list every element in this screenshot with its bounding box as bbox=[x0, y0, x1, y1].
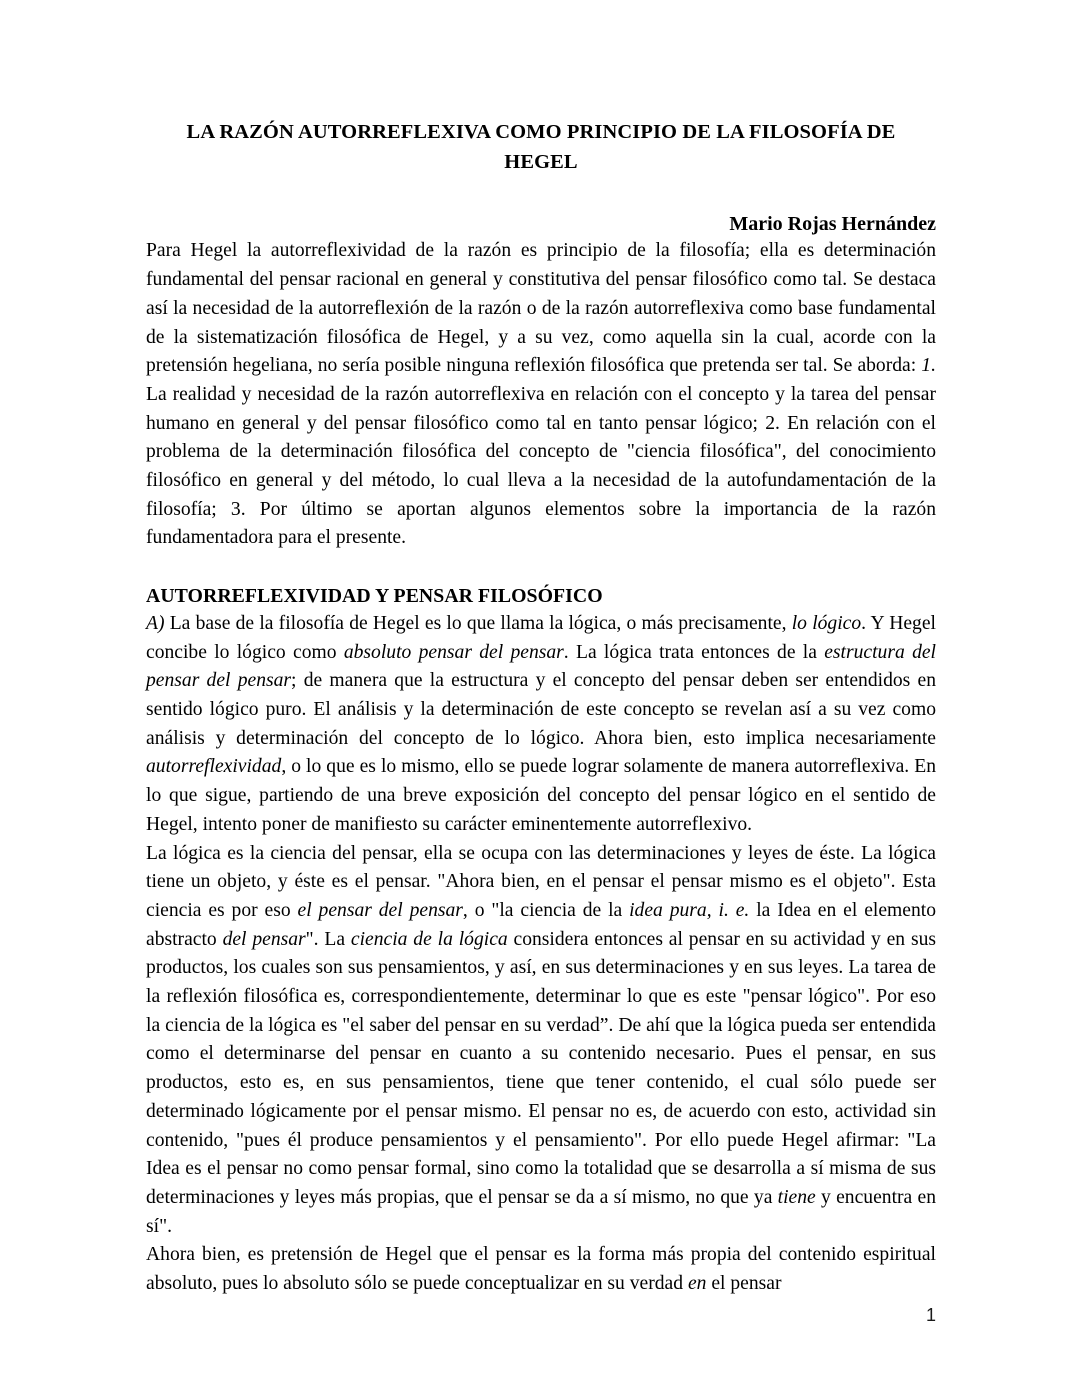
paragraph-b-s2: , o "la ciencia de la bbox=[462, 899, 630, 921]
paragraph-b-i3: del pensar bbox=[222, 928, 306, 950]
paragraph-a-s1: La base de la filosofía de Hegel es lo que llama la lógica, o más precisamente, bbox=[164, 612, 792, 634]
document-content bbox=[146, 118, 936, 1299]
paragraph-a-i4: autorreflexividad bbox=[146, 756, 282, 778]
paragraph-b-i1: el pensar del pensar bbox=[297, 899, 463, 921]
abstract-text-part1: Para Hegel la autorreflexividad de la razón es principio de la filosofía; ella es determinación fundamental del pensar racional en general y constitutiva del pensar filosófico como tal. Se destaca así la necesidad de la autorreflexión de la razón o de la razón autorreflexiva como base fundamental de la sistematización filosófica de Hegel, y a su vez, como aquella sin la cual, acorde con la pretensión hegeliana, no sería posible ninguna reflexión filosófica que pretenda ser tal. Se aborda: bbox=[146, 240, 936, 377]
paragraph-a-s3: . La lógica trata entonces de la bbox=[563, 641, 825, 663]
paragraph-c bbox=[146, 1241, 936, 1298]
paragraph-a-i1: lo lógico bbox=[791, 612, 862, 634]
abstract-paragraph bbox=[146, 237, 936, 553]
paragraph-b-i4: ciencia de la lógica bbox=[350, 928, 508, 950]
paragraph-b-i5: tiene bbox=[777, 1186, 816, 1208]
abstract-item-marker-1: 1. bbox=[921, 355, 936, 377]
paragraph-b-s1: La lógica es la ciencia del pensar, ella se ocupa con las determinaciones y leyes de éste. La lógica tiene un objeto, y éste es el pensar. "Ahora bien, en el pensar el pensar mismo es el objeto". Esta ciencia es por eso bbox=[146, 842, 936, 921]
paragraph-a-i3: estructura del pensar del pensar bbox=[146, 641, 937, 692]
abstract-text-part2: La realidad y necesidad de la razón autorreflexiva en relación con el concepto y la tarea del pensar humano en general y del pensar filosófico como tal en tanto pensar lógico; 2. En relación con el problema de la determinación filosófica del concepto de "ciencia filosófica", del conocimiento filosófico en general y del método, lo cual lleva a la necesidad de la autofundamentación de la filosofía; 3. Por último se aportan algunos elementos sobre la importancia de la razón fundamentadora para el presente. bbox=[146, 383, 936, 549]
page-title: LA RAZÓN AUTORREFLEXIVA COMO PRINCIPIO DE LA FILOSOFÍA DE HEGEL bbox=[186, 121, 896, 173]
paragraph-a-s2: . Y Hegel concibe lo lógico como bbox=[146, 612, 936, 663]
paragraph-b-s6: y encuentra en sí". bbox=[146, 1186, 936, 1237]
author-byline: Mario Rojas Hernández bbox=[729, 213, 936, 236]
page-number: 1 bbox=[925, 1305, 936, 1325]
paragraph-a-i2: absoluto pensar del pensar bbox=[343, 641, 564, 663]
paragraph-a-s4: ; de manera que la estructura y el concepto del pensar deben ser entendidos en sentido lógico puro. El análisis y la determinación de este concepto se revelan así a su vez como análisis y determinación del concepto de lo lógico. Ahora bien, esto implica necesariamente bbox=[146, 670, 936, 749]
paragraph-c-s2: el pensar bbox=[706, 1273, 782, 1295]
paragraph-c-s1: Ahora bien, es pretensión de Hegel que el pensar es la forma más propia del contenido espiritual absoluto, pues lo absoluto sólo se puede conceptualizar en su verdad bbox=[146, 1244, 936, 1295]
section-heading-autorreflexividad: AUTORREFLEXIVIDAD Y PENSAR FILOSÓFICO bbox=[146, 585, 603, 608]
paragraph-a-marker: A) bbox=[146, 612, 165, 634]
paragraph-a bbox=[146, 610, 936, 840]
paragraph-b bbox=[146, 840, 936, 1242]
paragraph-a-s5: , o lo que es lo mismo, ello se puede lograr solamente de manera autorreflexiva. En lo que sigue, partiendo de una breve exposición del concepto del pensar lógico en el sentido de Hegel, intento poner de manifiesto su carácter eminentemente autorreflexivo. bbox=[146, 756, 936, 835]
paragraph-b-s5: considera entonces al pensar en su actividad y en sus productos, los cuales son sus pensamientos, y así, en sus determinaciones y en sus leyes. La tarea de la reflexión filosófica es, correspondientemente, determinar lo que es este "pensar lógico". Por eso la ciencia de la lógica es "el saber del pensar en su verdad”. De ahí que la lógica pueda ser entendida como el determinarse del pensar en cuanto a su contenido necesario. Pues el pensar, en sus productos, esto es, en sus pensamientos, tiene que tener contenido, el cual sólo puede ser determinado lógicamente por el pensar mismo. El pensar no es, de acuerdo con esto, actividad sin contenido, "pues él produce pensamientos y el pensamiento". Por ello puede Hegel afirmar: "La Idea es el pensar no como pensar formal, sino como la totalidad que se desarrolla a sí misma de sus determinaciones y leyes más propias, que el pensar se da a sí mismo, no que ya bbox=[146, 928, 936, 1208]
paragraph-b-i2: idea pura, i. e. bbox=[629, 899, 750, 921]
paragraph-c-i1: en bbox=[687, 1273, 707, 1295]
paragraph-b-s4: ". La bbox=[305, 928, 351, 950]
paragraph-b-s3: la Idea en el elemento abstracto bbox=[146, 899, 937, 950]
